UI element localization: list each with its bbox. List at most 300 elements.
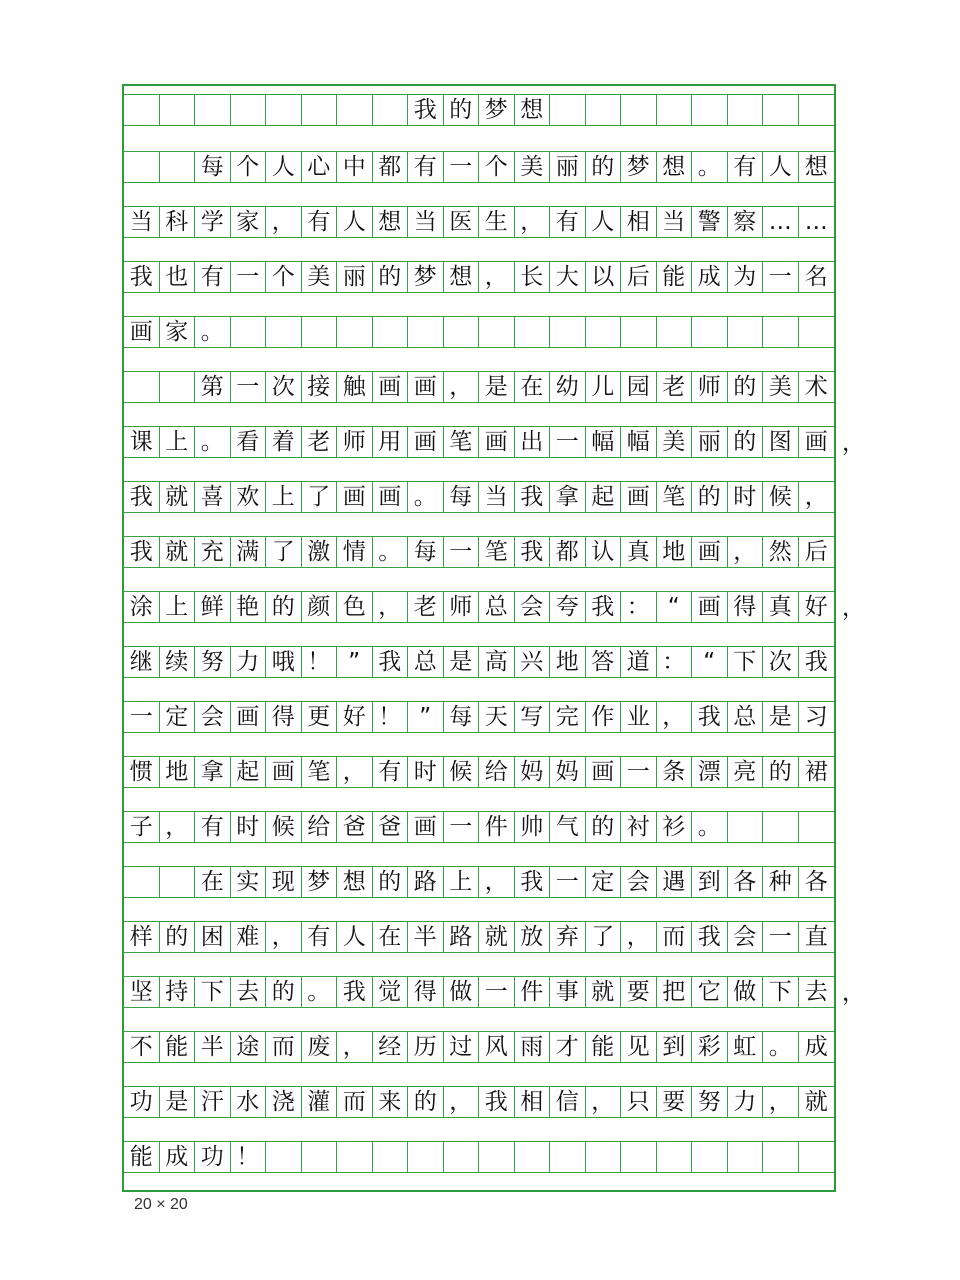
grid-cell: 也 — [160, 262, 196, 292]
grid-cell: 半 — [408, 922, 444, 952]
grid-cell: 成 — [804, 1033, 828, 1060]
grid-row — [124, 371, 834, 403]
grid-cell: 能 — [586, 1032, 622, 1062]
grid-cell — [657, 1142, 693, 1172]
grid-cell: 着 — [266, 427, 302, 457]
grid-cell: 上 — [160, 592, 196, 622]
grid-cell: 后 — [621, 262, 657, 292]
grid-cell: 了 — [586, 922, 622, 952]
grid-cell: 漂 — [692, 757, 728, 787]
grid-cell: 想 — [657, 152, 693, 182]
grid-cell: 想 — [373, 207, 409, 237]
grid-cell: 都 — [550, 537, 586, 567]
grid-cell — [266, 317, 302, 347]
grid-cell — [692, 95, 728, 125]
grid-cell — [515, 1142, 551, 1172]
grid-cell: ， — [444, 372, 480, 402]
grid-cell: ” — [408, 702, 444, 732]
grid-cell: 警 — [692, 207, 728, 237]
grid-cell: 人 — [763, 152, 799, 182]
grid-cell: 我 — [804, 648, 828, 675]
grid-cell: 每 — [444, 702, 480, 732]
grid-cell: 惯 — [124, 757, 160, 787]
grid-cell: 给 — [302, 812, 338, 842]
grid-cell: 能 — [657, 262, 693, 292]
grid-cell: 拿 — [195, 757, 231, 787]
grid-cell: 候 — [763, 482, 799, 512]
grid-cell: 雨 — [515, 1032, 551, 1062]
grid-cell: 画 — [804, 428, 828, 455]
grid-cell: 画 — [621, 482, 657, 512]
grid-cell: 爸 — [337, 812, 373, 842]
grid-cell: 就 — [804, 1088, 828, 1115]
grid-cell: 会 — [515, 592, 551, 622]
grid-cell — [302, 317, 338, 347]
grid-cell: 想 — [804, 153, 828, 180]
grid-cell — [337, 317, 373, 347]
grid-cell: 得 — [408, 977, 444, 1007]
grid-cell: 个 — [479, 152, 515, 182]
grid-cell: 涂 — [124, 592, 160, 622]
grid-cell: 会 — [195, 702, 231, 732]
grid-cell: 时 — [231, 812, 267, 842]
grid-cell: 觉 — [373, 977, 409, 1007]
grid-cell: 子 — [124, 812, 160, 842]
grid-cell: 鲜 — [195, 592, 231, 622]
grid-cell: 在 — [373, 922, 409, 952]
grid-cell: 学 — [195, 207, 231, 237]
grid-cell: 当 — [124, 207, 160, 237]
grid-cell: 一 — [550, 867, 586, 897]
grid-cell: ， — [266, 207, 302, 237]
grid-cell — [763, 1142, 799, 1172]
grid-cell: 而 — [266, 1032, 302, 1062]
grid-cell: 虹 — [728, 1032, 764, 1062]
grid-cell: 途 — [231, 1032, 267, 1062]
grid-cell: 人 — [337, 922, 373, 952]
grid-cell: 梦 — [479, 95, 515, 125]
grid-cell: 然 — [763, 537, 799, 567]
grid-cell: 美 — [657, 427, 693, 457]
grid-cell: 中 — [337, 152, 373, 182]
grid-cell — [479, 317, 515, 347]
grid-cell: 画 — [266, 757, 302, 787]
grid-cell: 。 — [692, 152, 728, 182]
grid-cell: 功 — [195, 1142, 231, 1172]
grid-cell: 事 — [550, 977, 586, 1007]
grid-cell: 大 — [550, 262, 586, 292]
grid-cell: 只 — [621, 1087, 657, 1117]
grid-cell — [728, 812, 764, 842]
grid-cell: ， — [621, 922, 657, 952]
grid-cell: 裙 — [804, 758, 828, 785]
grid-cell: 。 — [302, 977, 338, 1007]
grid-cell: 是 — [160, 1087, 196, 1117]
grid-row — [124, 1141, 834, 1173]
grid-cell: 条 — [657, 757, 693, 787]
grid-cell: 写 — [515, 702, 551, 732]
grid-cell: 时 — [728, 482, 764, 512]
grid-cell: 下 — [728, 647, 764, 677]
grid-cell: 科 — [160, 207, 196, 237]
grid-cell: 道 — [621, 647, 657, 677]
grid-cell: 各 — [728, 867, 764, 897]
grid-row — [124, 151, 834, 183]
grid-cell: 丽 — [550, 152, 586, 182]
grid-cell: 画 — [408, 427, 444, 457]
grid-cell: 生 — [479, 207, 515, 237]
grid-cell: 件 — [515, 977, 551, 1007]
grid-cell: 名 — [804, 263, 828, 290]
grid-cell: 以 — [586, 262, 622, 292]
grid-cell: 好 — [804, 593, 828, 620]
grid-cell: 困 — [195, 922, 231, 952]
grid-cell: 有 — [373, 757, 409, 787]
grid-cell: 画 — [124, 317, 160, 347]
grid-cell: 每 — [195, 152, 231, 182]
grid-cell: 为 — [728, 262, 764, 292]
grid-cell: 过 — [444, 1032, 480, 1062]
grid-cell: 定 — [586, 867, 622, 897]
grid-cell: 的 — [266, 977, 302, 1007]
grid-cell: 看 — [231, 427, 267, 457]
grid-cell: ， — [337, 757, 373, 787]
grid-cell: 想 — [515, 95, 551, 125]
grid-cell: 续 — [160, 647, 196, 677]
grid-cell: 画 — [586, 757, 622, 787]
grid-cell: 地 — [550, 647, 586, 677]
grid-cell: 触 — [337, 372, 373, 402]
grid-cell — [657, 95, 693, 125]
grid-cell: 汗 — [195, 1087, 231, 1117]
grid-cell: 丽 — [337, 262, 373, 292]
grid-cell: 喜 — [195, 482, 231, 512]
grid-cell: 一 — [550, 427, 586, 457]
grid-cell: 梦 — [302, 867, 338, 897]
grid-cell: 才 — [550, 1032, 586, 1062]
grid-cell: 艳 — [231, 592, 267, 622]
grid-cell: 有 — [408, 152, 444, 182]
grid-row — [124, 316, 834, 348]
grid-cell: 妈 — [550, 757, 586, 787]
grid-cell: 兴 — [515, 647, 551, 677]
grid-cell: 幼 — [550, 372, 586, 402]
grid-cell — [195, 95, 231, 125]
grid-cell: 察 — [728, 207, 764, 237]
grid-cell — [124, 372, 160, 402]
grid-cell: 水 — [231, 1087, 267, 1117]
grid-cell — [586, 1142, 622, 1172]
grid-cell: 各 — [804, 868, 828, 895]
grid-cell: 定 — [160, 702, 196, 732]
grid-cell: “ — [657, 592, 693, 622]
grid-cell: 它 — [692, 977, 728, 1007]
grid-cell: 。 — [195, 317, 231, 347]
grid-cell: 要 — [657, 1087, 693, 1117]
grid-cell — [728, 1142, 764, 1172]
grid-cell — [124, 95, 160, 125]
grid-cell: 继 — [124, 647, 160, 677]
grid-cell — [337, 1142, 373, 1172]
grid-cell: 情 — [337, 537, 373, 567]
grid-cell: ！ — [373, 702, 409, 732]
grid-cell: 就 — [160, 482, 196, 512]
grid-cell: 去 — [231, 977, 267, 1007]
grid-cell: 的 — [373, 867, 409, 897]
grid-cell — [408, 1142, 444, 1172]
grid-cell: 衫 — [657, 812, 693, 842]
grid-cell: 业 — [621, 702, 657, 732]
grid-cell: 师 — [692, 372, 728, 402]
grid-cell: 亮 — [728, 757, 764, 787]
grid-cell: 想 — [444, 262, 480, 292]
grid-cell: 帅 — [515, 812, 551, 842]
grid-cell: 有 — [728, 152, 764, 182]
grid-cell — [444, 317, 480, 347]
grid-cell: 得 — [728, 592, 764, 622]
grid-cell: 是 — [479, 372, 515, 402]
grid-cell: … — [804, 208, 828, 235]
grid-cell: 在 — [195, 867, 231, 897]
grid-cell: 颜 — [302, 592, 338, 622]
grid-cell: 欢 — [231, 482, 267, 512]
grid-cell: 个 — [231, 152, 267, 182]
grid-cell: 的 — [728, 427, 764, 457]
grid-cell: 信 — [550, 1087, 586, 1117]
grid-cell: 我 — [124, 537, 160, 567]
grid-cell: 上 — [266, 482, 302, 512]
grid-cell: 把 — [657, 977, 693, 1007]
grid-cell: 画 — [408, 372, 444, 402]
margin-punctuation: ， — [842, 980, 865, 1006]
grid-cell: 做 — [444, 977, 480, 1007]
grid-cell: 色 — [337, 592, 373, 622]
grid-cell: 上 — [444, 867, 480, 897]
grid-cell — [763, 317, 799, 347]
grid-cell: 的 — [373, 262, 409, 292]
grid-cell: 了 — [266, 537, 302, 567]
grid-cell: 力 — [231, 647, 267, 677]
grid-cell — [124, 867, 160, 897]
grid-cell: 就 — [586, 977, 622, 1007]
grid-cell: 浇 — [266, 1087, 302, 1117]
grid-cell: 地 — [160, 757, 196, 787]
grid-cell: 气 — [550, 812, 586, 842]
grid-cell: 能 — [160, 1032, 196, 1062]
grid-cell: 哦 — [266, 647, 302, 677]
grid-cell: 一 — [124, 702, 160, 732]
grid-cell: ， — [657, 702, 693, 732]
grid-cell — [657, 317, 693, 347]
grid-cell — [550, 1142, 586, 1172]
grid-cell: 每 — [408, 537, 444, 567]
grid-cell: 有 — [302, 922, 338, 952]
grid-cell: 废 — [302, 1032, 338, 1062]
grid-cell: 得 — [266, 702, 302, 732]
grid-cell: 我 — [692, 922, 728, 952]
grid-cell: ！ — [231, 1142, 267, 1172]
grid-cell: 高 — [479, 647, 515, 677]
grid-cell: 充 — [195, 537, 231, 567]
grid-cell: 一 — [231, 262, 267, 292]
grid-cell: 认 — [586, 537, 622, 567]
grid-row — [124, 866, 834, 898]
grid-cell: 满 — [231, 537, 267, 567]
grid-cell: 能 — [124, 1142, 160, 1172]
grid-cell: 给 — [479, 757, 515, 787]
grid-cell: 画 — [231, 702, 267, 732]
grid-cell — [799, 95, 835, 125]
grid-cell: ， — [266, 922, 302, 952]
grid-cell — [160, 152, 196, 182]
grid-cell — [302, 1142, 338, 1172]
grid-cell: 一 — [621, 757, 657, 787]
grid-cell: 笔 — [302, 757, 338, 787]
grid-cell: 的 — [728, 372, 764, 402]
grid-cell: 是 — [444, 647, 480, 677]
grid-cell: ， — [160, 812, 196, 842]
grid-cell — [692, 317, 728, 347]
grid-cell: 我 — [337, 977, 373, 1007]
grid-cell — [373, 95, 409, 125]
grid-cell — [231, 317, 267, 347]
grid-cell: 候 — [444, 757, 480, 787]
grid-cell: 成 — [692, 262, 728, 292]
grid-cell: 儿 — [586, 372, 622, 402]
grid-cell: 第 — [195, 372, 231, 402]
grid-cell — [550, 95, 586, 125]
grid-cell: 师 — [444, 592, 480, 622]
grid-cell: ， — [479, 262, 515, 292]
grid-cell: “ — [692, 647, 728, 677]
grid-cell: 用 — [373, 427, 409, 457]
grid-cell: 一 — [231, 372, 267, 402]
grid-cell: 弃 — [550, 922, 586, 952]
grid-cell: 就 — [479, 922, 515, 952]
grid-cell — [621, 1142, 657, 1172]
grid-cell: 。 — [763, 1032, 799, 1062]
grid-cell: 课 — [124, 427, 160, 457]
grid-row — [124, 1031, 834, 1063]
grid-cell: 成 — [160, 1142, 196, 1172]
grid-cell: 是 — [763, 702, 799, 732]
grid-cell: 时 — [408, 757, 444, 787]
grid-cell — [479, 1142, 515, 1172]
grid-cell: 相 — [621, 207, 657, 237]
grid-cell: 会 — [621, 867, 657, 897]
grid-cell: 接 — [302, 372, 338, 402]
grid-cell: 半 — [195, 1032, 231, 1062]
manuscript-grid-sheet — [122, 84, 836, 1192]
grid-cell: 。 — [373, 537, 409, 567]
grid-cell: 坚 — [124, 977, 160, 1007]
grid-cell: 而 — [657, 922, 693, 952]
grid-cell: 下 — [195, 977, 231, 1007]
grid-cell — [160, 372, 196, 402]
grid-cell: 起 — [586, 482, 622, 512]
grid-cell: 相 — [515, 1087, 551, 1117]
grid-row — [124, 921, 834, 953]
margin-punctuation: ， — [842, 430, 865, 456]
grid-cell: 我 — [586, 592, 622, 622]
grid-cell: 当 — [408, 207, 444, 237]
grid-row — [124, 646, 834, 678]
grid-cell: 画 — [692, 537, 728, 567]
grid-cell: ： — [657, 647, 693, 677]
grid-cell — [550, 317, 586, 347]
grid-cell — [231, 95, 267, 125]
grid-row — [124, 591, 834, 623]
grid-cell: ： — [621, 592, 657, 622]
grid-cell: 经 — [373, 1032, 409, 1062]
grid-cell: 次 — [763, 647, 799, 677]
grid-cell: 我 — [515, 482, 551, 512]
grid-cell — [266, 95, 302, 125]
grid-cell: 人 — [586, 207, 622, 237]
grid-cell: 有 — [550, 207, 586, 237]
grid-cell: ， — [763, 1087, 799, 1117]
grid-cell: 现 — [266, 867, 302, 897]
grid-cell: 美 — [302, 262, 338, 292]
grid-cell: 老 — [657, 372, 693, 402]
grid-cell: 当 — [657, 207, 693, 237]
grid-cell: 老 — [302, 427, 338, 457]
grid-cell: 心 — [302, 152, 338, 182]
grid-row — [124, 261, 834, 293]
grid-cell: 美 — [515, 152, 551, 182]
grid-cell: 习 — [804, 703, 828, 730]
grid-cell: ， — [728, 537, 764, 567]
grid-cell: 我 — [124, 262, 160, 292]
grid-cell — [444, 1142, 480, 1172]
grid-size-label: 20 × 20 — [134, 1196, 188, 1213]
grid-cell: 到 — [692, 867, 728, 897]
grid-cell: 有 — [195, 262, 231, 292]
grid-cell: 去 — [804, 978, 828, 1005]
grid-cell: 幅 — [586, 427, 622, 457]
grid-cell: 画 — [373, 372, 409, 402]
grid-cell: 美 — [763, 372, 799, 402]
grid-cell: 持 — [160, 977, 196, 1007]
grid-cell: 力 — [728, 1087, 764, 1117]
grid-cell: 我 — [373, 647, 409, 677]
grid-cell: 下 — [763, 977, 799, 1007]
grid-cell: 画 — [408, 812, 444, 842]
grid-cell: 我 — [124, 482, 160, 512]
grid-row — [124, 536, 834, 568]
grid-cell: 更 — [302, 702, 338, 732]
grid-cell: 好 — [337, 702, 373, 732]
grid-cell: 总 — [408, 647, 444, 677]
grid-cell: 拿 — [550, 482, 586, 512]
grid-cell: ， — [586, 1087, 622, 1117]
grid-row — [124, 481, 834, 513]
grid-cell: 幅 — [621, 427, 657, 457]
grid-cell: 后 — [804, 538, 828, 565]
grid-cell — [586, 95, 622, 125]
grid-cell: 种 — [763, 867, 799, 897]
grid-cell: 了 — [302, 482, 338, 512]
grid-cell: 的 — [266, 592, 302, 622]
grid-cell — [621, 95, 657, 125]
grid-cell: 完 — [550, 702, 586, 732]
grid-cell — [373, 1142, 409, 1172]
grid-cell: 家 — [231, 207, 267, 237]
grid-row — [124, 976, 834, 1008]
grid-cell — [728, 95, 764, 125]
grid-cell — [763, 812, 799, 842]
grid-cell: 人 — [337, 207, 373, 237]
